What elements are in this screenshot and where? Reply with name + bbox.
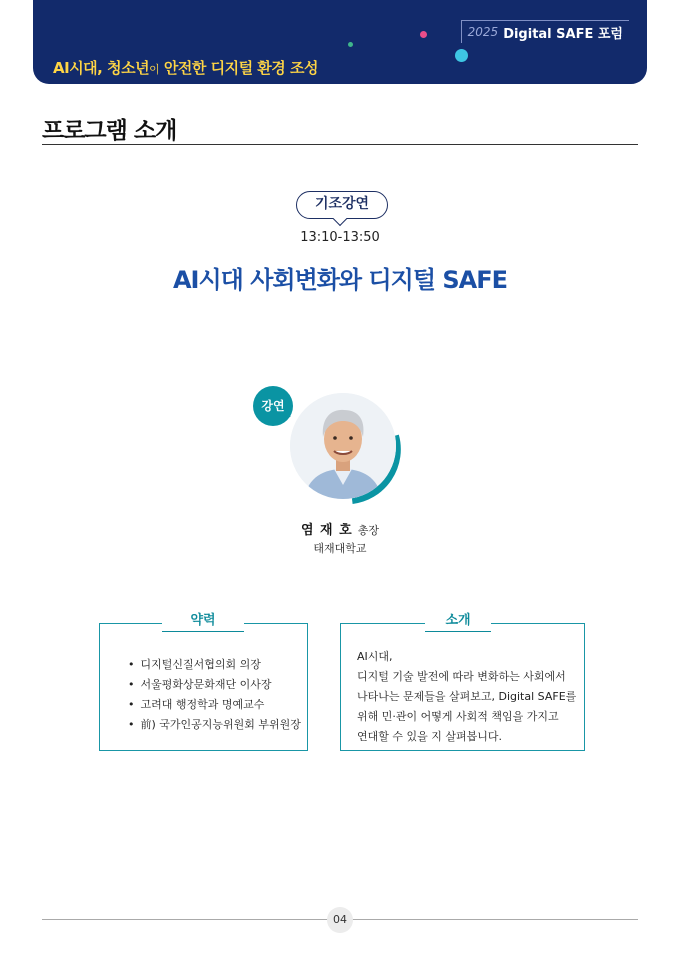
intro-text [357, 647, 576, 747]
title-divider [42, 144, 638, 145]
career-list [128, 655, 301, 735]
intro-label: 소개 [425, 610, 491, 632]
career-box [99, 623, 308, 751]
list-item: • 고려대 행정학과 명예교수 [128, 695, 301, 715]
forum-name: Digital SAFE 포럼 [503, 26, 623, 42]
decor-dot [348, 42, 353, 47]
list-item: • 前) 국가인공지능위원회 부위원장 [128, 715, 301, 735]
session-type-badge: 기조강연 [296, 191, 388, 219]
speaker-title: 총장 [357, 524, 380, 537]
intro-line: 디지털 기술 발전에 따라 변화하는 사회에서 [357, 670, 566, 683]
header-banner [33, 0, 647, 84]
lecture-badge-tail [283, 414, 291, 422]
intro-box [340, 623, 585, 751]
intro-line: 연대할 수 있을 지 살펴봅니다. [357, 730, 502, 743]
speaker-photo [290, 393, 396, 499]
speaker-name: 염 재 호 [300, 523, 353, 538]
career-label: 약력 [162, 610, 244, 632]
page-title: 프로그램 소개 [42, 118, 177, 144]
header-tagline: AI시대, 청소년이 안전한 디지털 환경 조성 [53, 59, 318, 77]
decor-dot [420, 31, 427, 38]
list-item: • 디지털신질서협의회 의장 [128, 655, 301, 675]
lecture-badge: 강연 [253, 386, 293, 426]
list-item: • 서울평화상문화재단 이사장 [128, 675, 301, 695]
intro-line: 나타나는 문제들을 살펴보고, Digital SAFE를 [357, 690, 577, 703]
session-title: AI시대 사회변화와 디지털 SAFE [172, 266, 508, 294]
person-portrait-icon [290, 393, 396, 499]
intro-line: 위해 민·관이 어떻게 사회적 책임을 가지고 [357, 710, 559, 723]
intro-line: AI시대, [357, 650, 393, 663]
session-time: 13:10-13:50 [300, 230, 380, 245]
decor-dot [455, 49, 468, 62]
page-number: 04 [327, 907, 353, 933]
forum-year: 2025 [467, 25, 499, 39]
speaker-line [0, 519, 680, 538]
speaker-affiliation: 태재대학교 [313, 542, 367, 555]
forum-logo [461, 20, 629, 43]
